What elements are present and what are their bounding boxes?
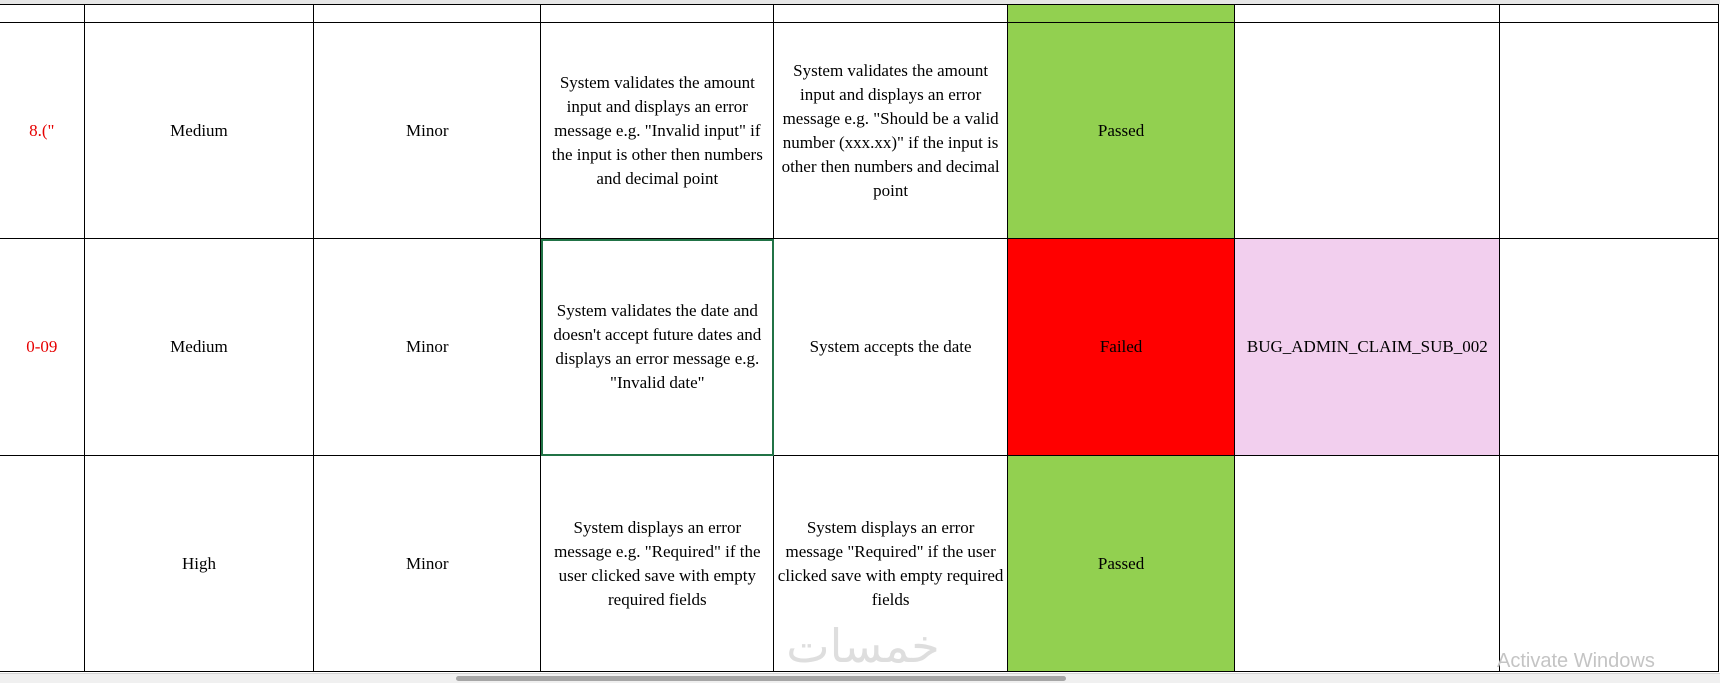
bug-id-cell[interactable] [1235,23,1500,239]
bug-id-cell[interactable]: BUG_ADMIN_CLAIM_SUB_002 [1235,239,1500,456]
priority-cell[interactable]: High [84,456,314,672]
expected-result-cell-selected[interactable]: System validates the date and doesn't accept future dates and displays an error message e.g. "Invalid date" [541,239,774,456]
cell[interactable] [1500,5,1719,23]
test-case-table [0,4,1719,672]
watermark-logo: خمسات [786,619,940,673]
expected-result-cell[interactable]: System displays an error message e.g. "Required" if the user clicked save with empty required fields [541,456,774,672]
cell[interactable] [314,5,541,23]
severity-cell[interactable]: Minor [314,23,541,239]
severity-cell[interactable]: Minor [314,456,541,672]
activate-windows-watermark: Activate Windows [1497,650,1655,672]
status-cell[interactable]: Passed [1007,456,1235,672]
actual-result-cell[interactable]: System displays an error message "Required" if the user clicked save with empty required fields [774,456,1007,672]
actual-result-cell[interactable]: System accepts the date [774,239,1007,456]
bug-id-cell[interactable] [1235,456,1500,672]
table-row [0,239,1719,456]
status-cell[interactable]: Passed [1007,23,1235,239]
table-row-top-partial [0,5,1719,23]
cell[interactable] [1500,23,1719,239]
test-data-cell[interactable]: 0-09 [0,239,84,456]
cell[interactable] [1500,239,1719,456]
cell[interactable] [541,5,774,23]
cell[interactable] [774,5,1007,23]
cell[interactable] [1500,456,1719,672]
priority-cell[interactable]: Medium [84,239,314,456]
table-row [0,23,1719,239]
cell[interactable] [1235,5,1500,23]
test-data-cell[interactable] [0,456,84,672]
expected-result-cell[interactable]: System validates the amount input and displays an error message e.g. "Invalid input" if the input is other then numbers and decimal point [541,23,774,239]
cell[interactable] [84,5,314,23]
actual-result-cell[interactable]: System validates the amount input and displays an error message e.g. "Should be a valid number (xxx.xx)" if the input is other then numbers and decimal point [774,23,1007,239]
priority-cell[interactable]: Medium [84,23,314,239]
scrollbar-thumb[interactable] [456,676,1066,681]
cell[interactable] [1007,5,1235,23]
severity-cell[interactable]: Minor [314,239,541,456]
cell[interactable] [0,5,84,23]
status-cell[interactable]: Failed [1007,239,1235,456]
test-data-cell[interactable]: 8.(" [0,23,84,239]
